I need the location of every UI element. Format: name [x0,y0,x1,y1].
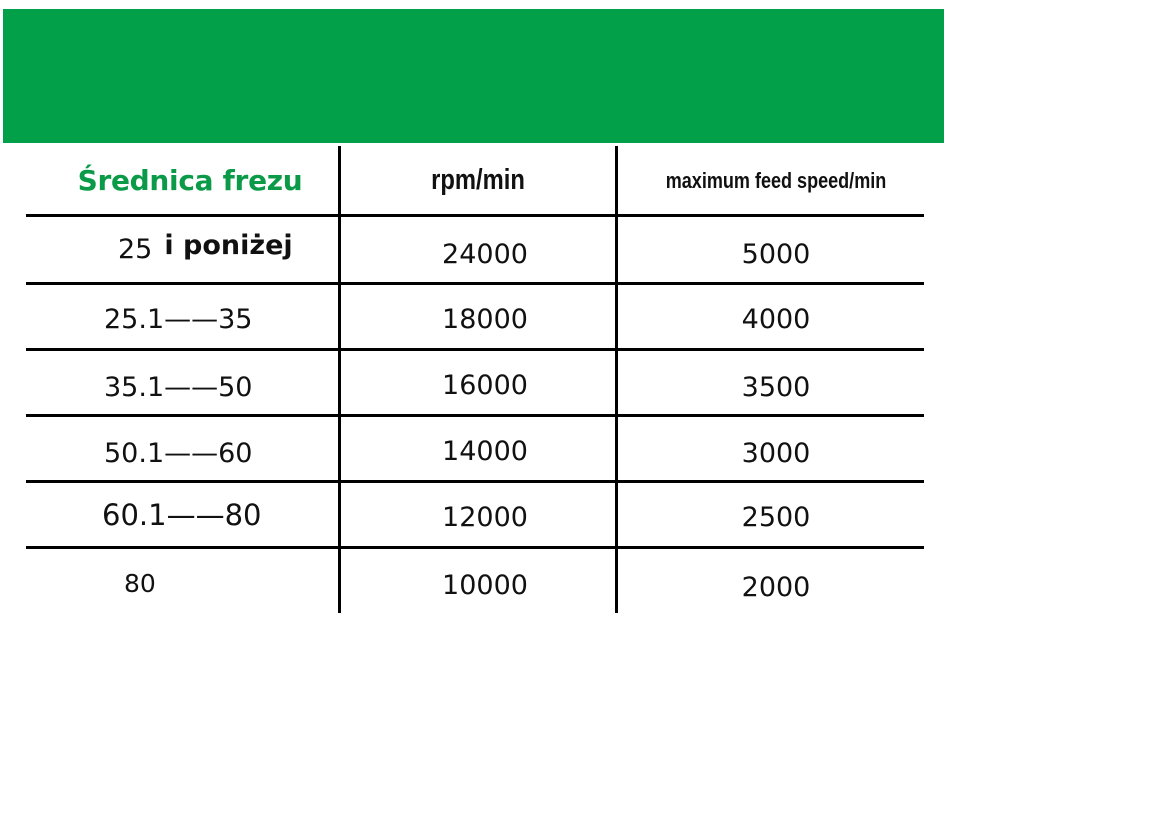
table-row-3-diameter: 35.1——50 [104,371,253,403]
table-row-1-feed: 5000 [741,238,811,270]
table-row-1-rpm: 24000 [442,238,528,270]
table-row-5-rpm: 12000 [442,501,528,533]
table-row-2-diameter: 25.1——35 [104,303,253,335]
table-row-2-rpm: 18000 [442,303,528,335]
table-row-3-rpm: 16000 [442,369,528,401]
table-row-4-rpm: 14000 [442,435,528,467]
table-row-6-rpm: 10000 [442,569,528,601]
header-rpm: rpm/min [431,163,525,196]
table-row-5-diameter: 60.1——80 [102,498,262,532]
header-feed-speed: maximum feed speed/min [665,168,887,193]
diameter-suffix: i poniżej [164,229,293,261]
table-row-4-feed: 3000 [741,437,811,469]
table-row-3-feed: 3500 [741,371,811,403]
table-row-4-diameter: 50.1——60 [104,437,253,469]
header-diameter: Średnica frezu [77,163,303,197]
table-row-1-diameter [100,217,340,281]
table-row-5-feed: 2500 [741,501,811,533]
table-row-6-diameter: 80 [124,568,156,598]
table-row-6-feed: 2000 [741,571,811,603]
diameter-value: 25 [118,233,153,265]
table-row-2-feed: 4000 [741,303,811,335]
